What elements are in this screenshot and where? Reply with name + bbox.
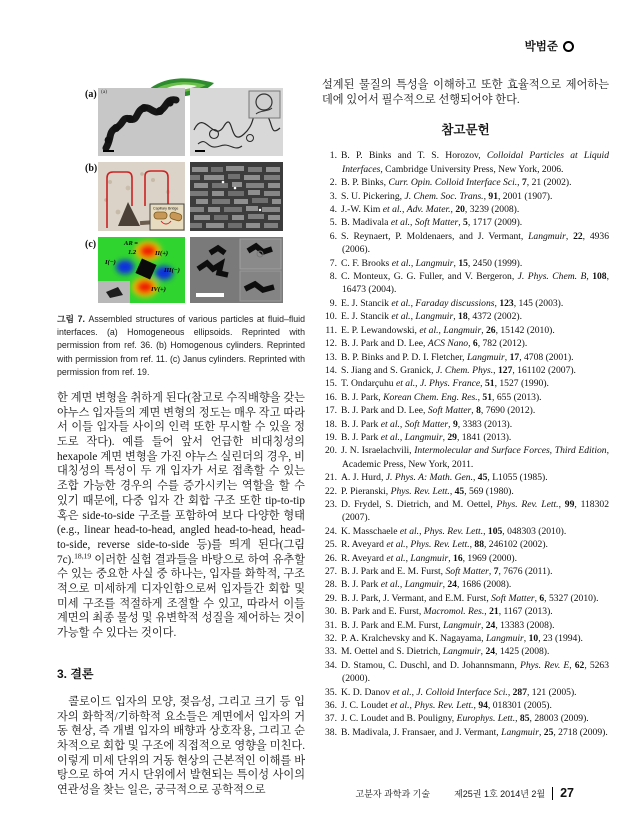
reference-item: 36. J. C. Loudet et al., Phys. Rev. Lett., 94, 018301 (2005).: [322, 699, 609, 712]
figure-caption-text: Assembled structures of various particles at fluid–fluid interfaces. (a) Homogeneous ellipsoids. Reprinted with permission from ref. 36. (b) Homogenous cylinders. Reprinted with permission from ref. 11. (c) Janus cylinders. Reprinted with permission from ref. 19.: [57, 314, 305, 377]
reference-number: 29.: [325, 592, 337, 604]
reference-number: 34.: [325, 659, 337, 671]
reference-number: 2.: [329, 177, 337, 189]
reference-number: 17.: [325, 405, 337, 417]
panel-a-left-image: [98, 88, 185, 156]
body-paragraph-right: 설계된 물질의 특성을 이해하고 또한 효율적으로 제어하는 데에 있어서 필수적으로 선행되어야 한다.: [322, 79, 609, 106]
reference-item: 14. S. Jiang and S. Granick, J. Chem. Phys., 127, 161102 (2007).: [322, 364, 609, 377]
panel-c-label: (c): [85, 239, 97, 250]
reference-item: 13. B. P. Binks and P. D. I. Fletcher, Langmuir, 17, 4708 (2001).: [322, 351, 609, 364]
reference-number: 1.: [329, 150, 337, 162]
reference-item: 7. C. F. Brooks et al., Langmuir, 15, 2450 (1999).: [322, 257, 609, 270]
reference-number: 37.: [325, 713, 337, 725]
reference-item: 37. J. C. Loudet and B. Pouligny, Europhys. Lett., 85, 28003 (2009).: [322, 712, 609, 725]
reference-number: 6.: [329, 230, 337, 242]
reference-number: 9.: [329, 297, 337, 309]
reference-number: 18.: [325, 418, 337, 430]
panel-b-right-image: [190, 162, 283, 231]
reference-number: 36.: [325, 700, 337, 712]
reference-number: 27.: [325, 566, 337, 577]
reference-item: 20. J. N. Israelachvili, Intermolecular and Surface Forces, Third Edition, Academic Press, New York, 2011.: [322, 444, 609, 471]
panel-c-left-image: [98, 237, 185, 303]
reference-item: 28. B. J. Park et al., Langmuir, 24, 1686 (2008).: [322, 578, 609, 591]
reference-number: 28.: [325, 579, 337, 591]
body-paragraph-left: 한 계면 변형을 취하게 된다(참고로 수직배향을 갖는 야누스 입자들의 계면 변형의 정도는 매우 작고 따라서 이들 입자들 사이의 인력 또한 무시할 수 있을 정도로 작다). 예를 들어 앞서 언급한 비대칭성의 hexapole 계면 변형을 가진 야누스 실린더의 경우, 비대칭성의 특성이 두 개 입자가 서로 접촉할 수 있는 조합 가능한 경우의 수를 증가시키는 역할을 할 수 있기 때문에, 다중 입자 간 회합 구조 또한 tip-to-tip 혹은 side-to-side 구조를 포함하여 보다 다양한 형태(e.g., linear head-to-head, angled head-to-head, head-to-side, reverse side-to-side 등)를 띄게 된다(그림 7c).$^{18,19}$ 이러한 실험 결과들을 바탕으로 하여 유추할 수 있는 중요한 사실 중 하나는, 입자를 화학적, 구조적으로 미세하게 디자인함으로써 입자들간 회합 및 미세 구조를 적절하게 조절할 수 있고, 따라서 이들 계면의 최종 물성 및 유변학적 성질을 제어하는 것이 가능할 수 있다는 것이다.: [57, 391, 305, 640]
reference-item: 30. B. Park and E. Furst, Macromol. Res., 21, 1167 (2013).: [322, 605, 609, 618]
panel-c-right-image: [190, 237, 283, 303]
reference-number: 11.: [325, 324, 337, 336]
reference-number: 3.: [329, 190, 337, 202]
reference-number: 15.: [325, 378, 337, 390]
reference-number: 16.: [325, 391, 337, 403]
reference-item: 1. B. P. Binks and T. S. Horozov, Colloidal Particles at Liquid Interfaces, Cambridge University Press, New York, 2006.: [322, 149, 609, 176]
panel-c-lobe4-label: IV(+): [151, 286, 166, 293]
reference-item: 26. R. Aveyard et al., Langmuir, 16, 1969 (2000).: [322, 552, 609, 565]
reference-item: 11. E. P. Lewandowski, et al., Langmuir, 26, 15142 (2010).: [322, 324, 609, 337]
reference-item: 33. M. Oettel and S. Dietrich, Langmuir, 24, 1425 (2008).: [322, 645, 609, 658]
reference-item: 17. B. J. Park and D. Lee, Soft Matter, 8, 7690 (2012).: [322, 404, 609, 417]
references-heading: 참고문헌: [441, 123, 490, 138]
reference-number: 26.: [325, 552, 337, 564]
reference-number: 23.: [325, 498, 337, 510]
reference-item: 31. B. J. Park and E.M. Furst, Langmuir, 24, 13383 (2008).: [322, 619, 609, 632]
reference-item: 25. R. Aveyard et al., Phys. Rev. Lett., 88, 246102 (2002).: [322, 538, 609, 551]
reference-item: 21. A. J. Hurd, J. Phys. A: Math. Gen., 45, L1055 (1985).: [322, 471, 609, 484]
figure-7: [57, 75, 305, 305]
reference-number: 5.: [329, 217, 337, 229]
reference-item: 34. D. Stamou, C. Duschl, and D. Johannsmann, Phys. Rev. E, 62, 5263 (2000).: [322, 659, 609, 686]
reference-item: 6. S. Reynaert, P. Moldenaers, and J. Vermant, Langmuir, 22, 4936 (2006).: [322, 230, 609, 257]
reference-item: 18. B. J. Park et al., Soft Matter, 9, 3383 (2013).: [322, 418, 609, 431]
panel-a-inner-label: (a): [101, 89, 108, 95]
reference-item: 8. C. Monteux, G. G. Fuller, and V. Bergeron, J. Phys. Chem. B, 108, 16473 (2004).: [322, 270, 609, 297]
reference-number: 32.: [325, 633, 337, 645]
reference-item: 24. K. Masschaele et al., Phys. Rev. Lett., 105, 048303 (2010).: [322, 525, 609, 538]
reference-item: 15. T. Ondarçuhu et al., J. Phys. France, 51, 1527 (1990).: [322, 377, 609, 390]
panel-c-ar-value: 1.2: [128, 249, 137, 256]
reference-number: 35.: [325, 686, 337, 698]
journal-name: 고분자 과학과 기술: [355, 788, 431, 799]
reference-item: 16. B. J. Park, Korean Chem. Eng. Res., 51, 655 (2013).: [322, 391, 609, 404]
reference-number: 31.: [325, 619, 337, 631]
reference-number: 30.: [325, 606, 337, 618]
page-number: 27: [560, 786, 574, 800]
reference-item: 4. J.-W. Kim et al., Adv. Mater., 20, 3239 (2008).: [322, 203, 609, 216]
page-footer: [356, 786, 574, 800]
reference-item: 22. P. Pieranski, Phys. Rev. Lett., 45, 569 (1980).: [322, 485, 609, 498]
conclusion-paragraph: 콜로이드 입자의 모양, 젖음성, 그리고 크기 등 입자의 화학적/기하학적 요소들은 계면에서 입자의 거동 현상, 즉 개별 입자의 배향과 상호작용, 그리고 순차적으로 회합 및 구조에 직접적으로 영향을 미친다. 이렇게 미세 단위의 거동 현상의 근본적인 이해를 바탕으로 하여 거시 단위에서 발현되는 특이성 사이의 연관성을 찾는 일은, 궁극적으로 공학적으로: [57, 695, 305, 797]
panel-c-lobe3-label: III(−): [164, 267, 180, 274]
panel-c-lobe2-label: II(+): [155, 250, 169, 257]
reference-number: 21.: [325, 472, 337, 484]
reference-item: 23. D. Frydel, S. Dietrich, and M. Oettel, Phys. Rev. Lett., 99, 118302 (2007).: [322, 498, 609, 525]
reference-item: 35. K. D. Danov et al., J. Colloid Interface Sci., 287, 121 (2005).: [322, 686, 609, 699]
reference-item: 38. B. Madivala, J. Fransaer, and J. Vermant, Langmuir, 25, 2718 (2009).: [322, 726, 609, 739]
conclusion-section-heading: 3. 결론: [57, 666, 94, 681]
panel-c-lobe1-label: I(−): [105, 259, 116, 266]
panel-b-label: (b): [85, 163, 98, 174]
issue-info: 제25권 1호 2014년 2월: [454, 788, 546, 799]
reference-number: 20.: [325, 445, 337, 457]
left-column: [57, 75, 305, 798]
right-column: [322, 78, 609, 739]
reference-number: 13.: [325, 351, 337, 363]
reference-number: 4.: [329, 204, 337, 216]
reference-item: 19. B. J. Park et al., Langmuir, 29, 1841 (2013).: [322, 431, 609, 444]
reference-number: 19.: [325, 431, 337, 443]
reference-number: 38.: [325, 726, 337, 738]
panel-a-right-image: [190, 88, 283, 156]
reference-item: 2. B. P. Binks, Curr. Opin. Colloid Interface Sci., 7, 21 (2002).: [322, 176, 609, 189]
reference-number: 8.: [329, 271, 337, 283]
reference-item: 9. E. J. Stancik et al., Faraday discussions, 123, 145 (2003).: [322, 297, 609, 310]
panel-b-left-image: [98, 162, 185, 231]
reference-number: 14.: [325, 364, 337, 376]
figure-caption: [57, 313, 305, 379]
figure-caption-label: 그림 7.: [57, 314, 85, 324]
reference-number: 33.: [325, 646, 337, 658]
author-name: 박범준: [524, 41, 558, 53]
reference-item: 32. P. A. Kralchevsky and K. Nagayama, Langmuir, 10, 23 (1994).: [322, 632, 609, 645]
reference-number: 7.: [329, 257, 337, 269]
reference-number: 10.: [325, 311, 337, 323]
author-badge: [525, 38, 574, 54]
capillary-bridge-inset-label: Capillary Bridge: [153, 206, 179, 211]
reference-item: 27. B. J. Park and E. M. Furst, Soft Matter, 7, 7676 (2011).: [322, 565, 609, 578]
footer-divider: [552, 787, 553, 800]
reference-number: 22.: [325, 485, 337, 497]
panel-c-ar-label: AR =: [124, 240, 138, 247]
reference-number: 25.: [325, 539, 337, 551]
reference-number: 12.: [325, 338, 337, 350]
references-list: [322, 149, 609, 739]
reference-item: 5. B. Madivala et al., Soft Matter, 5, 1717 (2009).: [322, 216, 609, 229]
reference-item: 12. B. J. Park and D. Lee, ACS Nano, 6, 782 (2012).: [322, 337, 609, 350]
reference-item: 29. B. J. Park, J. Vermant, and E.M. Furst, Soft Matter, 6, 5327 (2010).: [322, 592, 609, 605]
reference-number: 24.: [325, 525, 337, 537]
reference-item: 10. E. J. Stancik et al., Langmuir, 18, 4372 (2002).: [322, 310, 609, 323]
author-marker-icon: [563, 41, 574, 52]
panel-a-label: (a): [85, 89, 97, 100]
reference-item: 3. S. U. Pickering, J. Chem. Soc. Trans., 91, 2001 (1907).: [322, 190, 609, 203]
